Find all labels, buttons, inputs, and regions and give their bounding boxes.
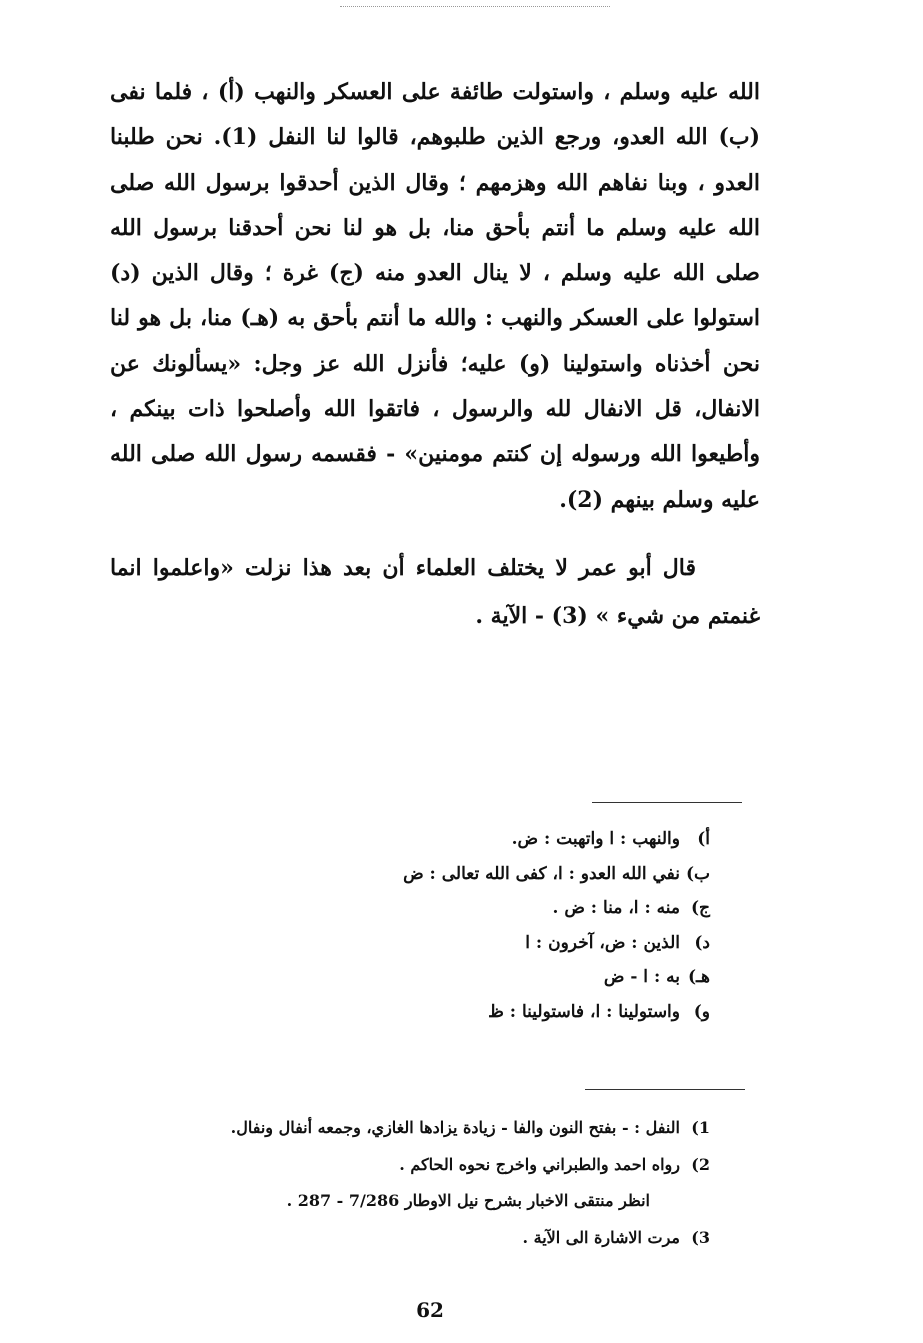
variant-item xyxy=(300,926,710,961)
variant-text: واستولينا : ا، فاستولينا : ظ xyxy=(488,1001,680,1022)
variant-item xyxy=(300,960,710,995)
footnote-text: مرت الاشارة الى الآية . xyxy=(522,1227,680,1247)
footnote-item xyxy=(110,1183,710,1220)
variant-item xyxy=(300,822,710,857)
footnote-item xyxy=(110,1147,710,1184)
variant-text: والنهب : ا واتهبت : ض. xyxy=(511,829,680,849)
footnote-number xyxy=(680,1183,710,1220)
variant-marker: و) xyxy=(693,1001,710,1022)
footnote-item xyxy=(110,1110,710,1147)
variant-text: الذين : ض، آخرون : ا xyxy=(525,932,680,953)
footnote-number: 1) xyxy=(691,1118,710,1137)
footnote-text: انظر منتقى الاخبار بشرح نيل الاوطار 7/286 - 287 . xyxy=(286,1191,650,1210)
variant-marker: أ) xyxy=(697,829,710,849)
footnote-number: 2) xyxy=(691,1154,710,1174)
variant-marker: هـ) xyxy=(688,967,710,987)
second-paragraph xyxy=(110,544,760,640)
variant-text: به : ا - ض xyxy=(603,967,680,987)
main-paragraph xyxy=(110,70,760,523)
variant-marker: د) xyxy=(694,932,710,953)
footnotes-list xyxy=(110,1110,710,1256)
top-rule xyxy=(340,6,610,7)
footnotes-divider xyxy=(585,1089,745,1090)
variant-text: منه : ا، منا : ض . xyxy=(552,898,680,918)
footnote-item xyxy=(110,1220,710,1257)
variant-text: نفي الله العدو : ا، كفى الله تعالى : ض xyxy=(403,863,680,884)
footnote-text: رواه احمد والطبراني واخرج نحوه الحاكم . xyxy=(399,1154,680,1174)
paragraph-1: الله عليه وسلم ، واستولت طائفة على العسكر والنهب (أ) ، فلما نفى (ب) الله العدو، ورجع الذين طلبوهم، قالوا لنا النفل (1). نحن طلبنا العدو ، وبنا نفاهم الله وهزمهم ؛ وقال الذين أحدقوا برسول الله صلى الله عليه وسلم ما أنتم بأحق منا، بل هو لنا نحن أحدقنا برسول الله صلى الله عليه وسلم ، لا ينال العدو منه (ج) غرة ؛ وقال الذين (د) استولوا على العسكر والنهب : والله ما أنتم بأحق به (هـ) منا، بل هو لنا نحن أخذناه واستولينا (و) عليه؛ فأنزل الله عز وجل: «يسألونك عن الانفال، قل الانفال لله والرسول ، فاتقوا الله وأصلحوا ذات بينكم ، وأطيعوا الله ورسوله إن كنتم مومنين» - فقسمه رسول الله صلى الله عليه وسلم بينهم (2). xyxy=(110,79,761,513)
variants-divider xyxy=(592,802,742,803)
paragraph-2: قال أبو عمر لا يختلف العلماء أن بعد هذا نزلت «واعلموا انما غنمتم من شيء » (3) - الآية . xyxy=(110,555,760,629)
footnote-text: النفل : - بفتح النون والفا - زيادة يزادها الغازي، وجمعه أنفال ونفال. xyxy=(230,1118,680,1137)
variant-item xyxy=(300,995,710,1030)
variant-marker: ب) xyxy=(685,863,710,884)
footnote-number: 3) xyxy=(691,1227,710,1247)
page-number: 62 xyxy=(416,1298,444,1322)
variant-item xyxy=(300,857,710,892)
variant-readings-list xyxy=(300,822,710,1029)
variant-marker: ج) xyxy=(690,898,710,918)
variant-item xyxy=(300,891,710,926)
